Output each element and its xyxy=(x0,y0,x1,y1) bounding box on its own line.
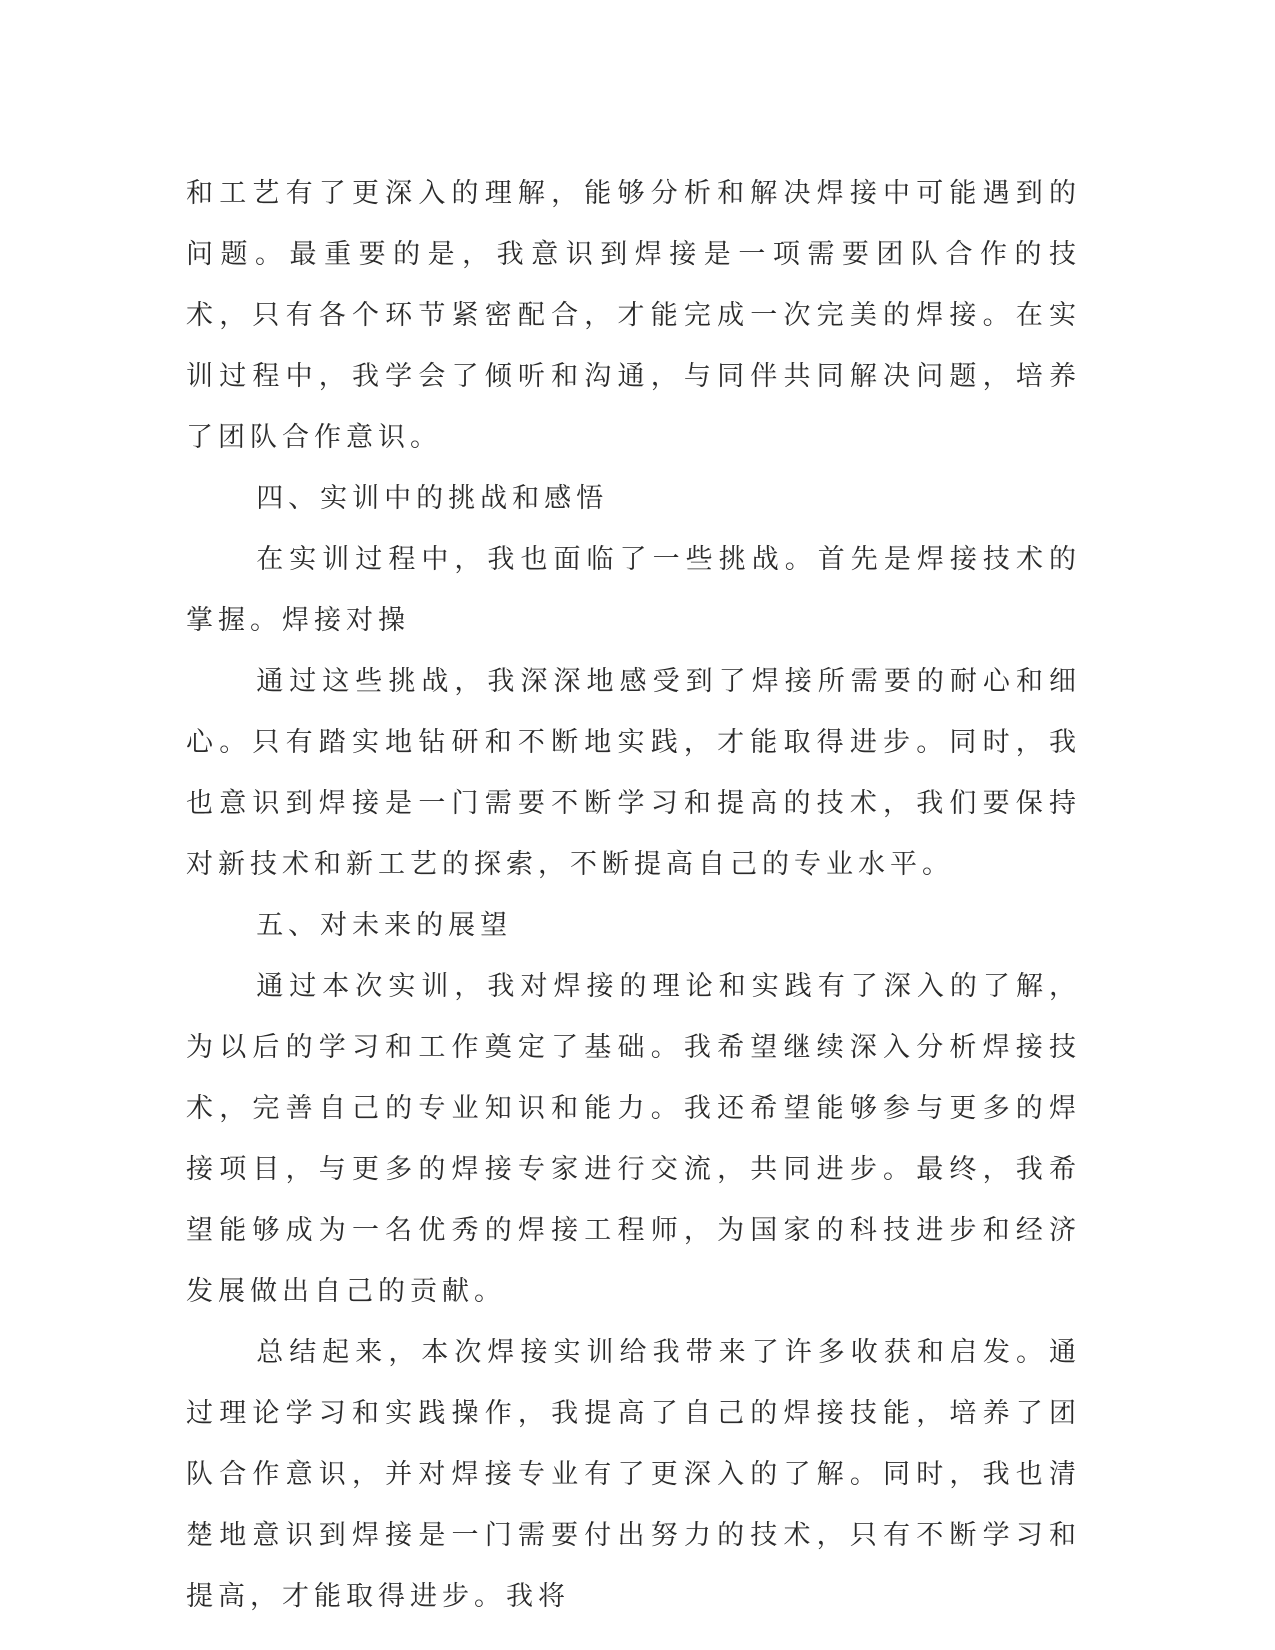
document-body xyxy=(186,163,1081,1627)
paragraph-teamwork: 和工艺有了更深入的理解，能够分析和解决焊接中可能遇到的问题。最重要的是，我意识到焊接是一项需要团队合作的技术，只有各个环节紧密配合，才能完成一次完美的焊接。在实训过程中，我学会了倾听和沟通，与同伴共同解决问题，培养了团队合作意识。 xyxy=(186,178,1081,453)
paragraph-future: 通过本次实训，我对焊接的理论和实践有了深入的了解，为以后的学习和工作奠定了基础。我希望继续深入分析焊接技术，完善自己的专业知识和能力。我还希望能够参与更多的焊接项目，与更多的焊接专家进行交流，共同进步。最终，我希望能够成为一名优秀的焊接工程师，为国家的科技进步和经济发展做出自己的贡献。 xyxy=(186,971,1081,1307)
paragraph-reflection: 通过这些挑战，我深深地感受到了焊接所需要的耐心和细心。只有踏实地钻研和不断地实践，才能取得进步。同时，我也意识到焊接是一门需要不断学习和提高的技术，我们要保持对新技术和新工艺的探索，不断提高自己的专业水平。 xyxy=(186,666,1081,880)
section-heading-future: 五、对未来的展望 xyxy=(256,910,513,941)
paragraph-summary: 总结起来，本次焊接实训给我带来了许多收获和启发。通过理论学习和实践操作，我提高了自己的焊接技能，培养了团队合作意识，并对焊接专业有了更深入的了解。同时，我也清楚地意识到焊接是一门需要付出努力的技术，只有不断学习和提高，才能取得进步。我将 xyxy=(186,1337,1081,1612)
paragraph-challenges: 在实训过程中，我也面临了一些挑战。首先是焊接技术的掌握。焊接对操 xyxy=(186,544,1081,636)
section-heading-challenges: 四、实训中的挑战和感悟 xyxy=(256,483,609,514)
